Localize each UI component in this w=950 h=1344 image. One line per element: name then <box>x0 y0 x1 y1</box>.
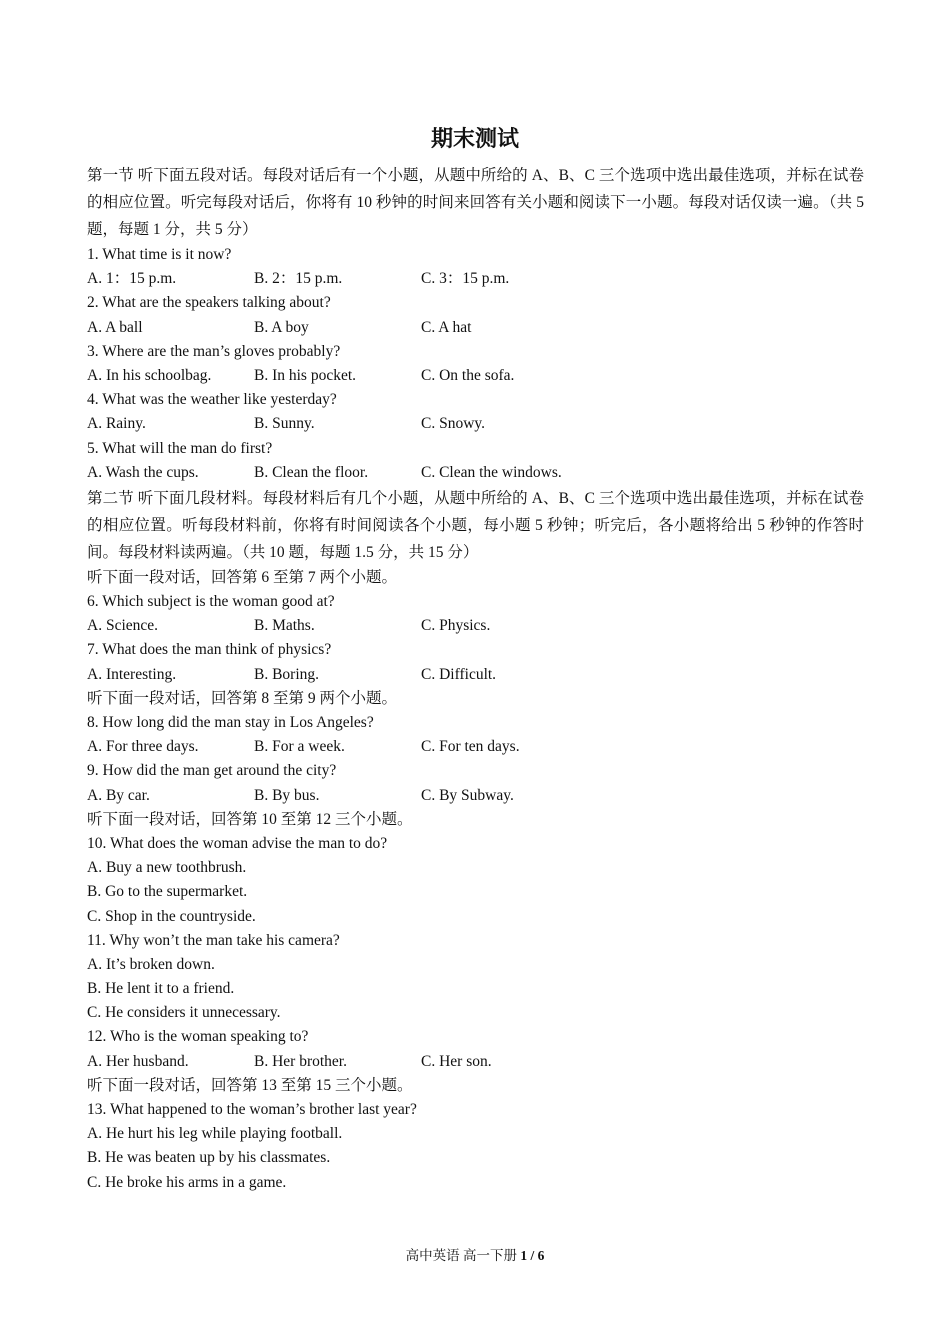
question-8: 8. How long did the man stay in Los Angeles? <box>87 714 374 731</box>
question-3-options <box>87 364 864 388</box>
page-number: 1 <box>520 1248 528 1263</box>
section1-instructions: 第一节 听下面五段对话。每段对话后有一个小题，从题中所给的 A、B、C 三个选项中选出最佳选项，并标在试卷的相应位置。听完每段对话后，你将有 10 秒钟的时间来回答有关小题和阅读下一小题。每段对话仅读一遍。（共 5 题，每题 1 分，共 5 分） <box>87 167 864 238</box>
option-a: A. Science. <box>87 617 159 635</box>
footer-course: 高中英语 高一下册 <box>405 1248 517 1263</box>
question-4: 4. What was the weather like yesterday? <box>87 391 337 409</box>
option-b: B. He lent it to a friend. <box>87 980 235 998</box>
option-a: A. Interesting. <box>87 665 177 683</box>
option-c: C. Snowy. <box>421 415 486 433</box>
option-a: A. For three days. <box>87 738 199 756</box>
instruction-6-7: 听下面一段对话，回答第 6 至第 7 两个小题。 <box>87 568 398 586</box>
option-c: C. 3：15 p.m. <box>421 270 510 288</box>
option-a: A. Buy a new toothbrush. <box>87 859 247 877</box>
option-b: B. In his pocket. <box>254 366 357 384</box>
instruction-13-15: 听下面一段对话，回答第 13 至第 15 三个小题。 <box>87 1076 413 1094</box>
option-c: C. Difficult. <box>421 665 497 683</box>
question-13: 13. What happened to the woman’s brother last year? <box>87 1101 417 1118</box>
question-1: 1. What time is it now? <box>87 246 232 263</box>
page-total: 6 <box>537 1248 545 1263</box>
option-c: C. Clean the windows. <box>421 463 562 481</box>
option-c: C. A hat <box>421 318 472 336</box>
question-3: 3. Where are the man’s gloves probably? <box>87 342 341 360</box>
question-10: 10. What does the woman advise the man to do? <box>87 834 388 852</box>
option-a: A. It’s broken down. <box>87 955 215 973</box>
question-7-options <box>87 663 864 687</box>
option-c: C. For ten days. <box>421 738 520 756</box>
option-b: B. A boy <box>254 318 309 336</box>
option-a: A. In his schoolbag. <box>87 366 212 384</box>
option-a: A. Her husband. <box>87 1052 189 1070</box>
option-a: A. Rainy. <box>87 415 146 433</box>
option-b: B. Boring. <box>254 665 320 683</box>
section2-instructions: 第二节 听下面几段材料。每段材料后有几个小题，从题中所给的 A、B、C 三个选项中选出最佳选项，并标在试卷的相应位置。听每段材料前，你将有时间阅读各个小题，每小题 5 秒钟；听完后，各小题将给出 5 秒钟的作答时间。每段材料读两遍。（共 10 题，每题 1.5 分，共 15 分） <box>87 489 864 561</box>
option-c: C. Her son. <box>421 1052 492 1070</box>
option-a: A. By car. <box>87 786 150 804</box>
question-6: 6. Which subject is the woman good at? <box>87 593 335 611</box>
page-footer <box>0 1244 950 1264</box>
question-6-options <box>87 614 864 638</box>
exam-body <box>87 162 864 1195</box>
option-a: A. 1：15 p.m. <box>87 270 177 288</box>
option-a: A. Wash the cups. <box>87 463 199 481</box>
option-a: A. He hurt his leg while playing football. <box>87 1125 343 1143</box>
question-2: 2. What are the speakers talking about? <box>87 294 331 312</box>
question-5-options <box>87 461 864 485</box>
option-b: B. Maths. <box>254 617 315 635</box>
option-a: A. A ball <box>87 318 143 336</box>
question-7: 7. What does the man think of physics? <box>87 641 332 659</box>
page-separator: / <box>530 1248 535 1263</box>
option-c: C. He considers it unnecessary. <box>87 1004 281 1022</box>
option-b: B. By bus. <box>254 786 320 804</box>
question-4-options <box>87 412 864 436</box>
question-1-options <box>87 267 864 291</box>
option-c: C. On the sofa. <box>421 366 515 384</box>
question-9-options <box>87 784 864 808</box>
option-b: B. Clean the floor. <box>254 463 369 481</box>
question-12: 12. Who is the woman speaking to? <box>87 1028 309 1046</box>
option-b: B. 2：15 p.m. <box>254 270 343 288</box>
question-5: 5. What will the man do first? <box>87 439 273 457</box>
option-b: B. He was beaten up by his classmates. <box>87 1149 331 1167</box>
option-c: C. By Subway. <box>421 786 514 804</box>
page-title: 期末测试 <box>430 127 519 152</box>
option-b: B. Go to the supermarket. <box>87 883 248 901</box>
question-9: 9. How did the man get around the city? <box>87 762 337 780</box>
option-c: C. Shop in the countryside. <box>87 907 256 925</box>
question-12-options <box>87 1050 864 1074</box>
question-8-options <box>87 735 864 759</box>
option-b: B. For a week. <box>254 738 345 756</box>
option-b: B. Her brother. <box>254 1052 347 1070</box>
option-c: C. Physics. <box>421 617 491 635</box>
instruction-8-9: 听下面一段对话，回答第 8 至第 9 两个小题。 <box>87 689 398 707</box>
option-b: B. Sunny. <box>254 415 315 433</box>
question-2-options <box>87 316 864 340</box>
question-11: 11. Why won’t the man take his camera? <box>87 931 340 949</box>
option-c: C. He broke his arms in a game. <box>87 1173 287 1191</box>
instruction-10-12: 听下面一段对话，回答第 10 至第 12 三个小题。 <box>87 810 413 828</box>
